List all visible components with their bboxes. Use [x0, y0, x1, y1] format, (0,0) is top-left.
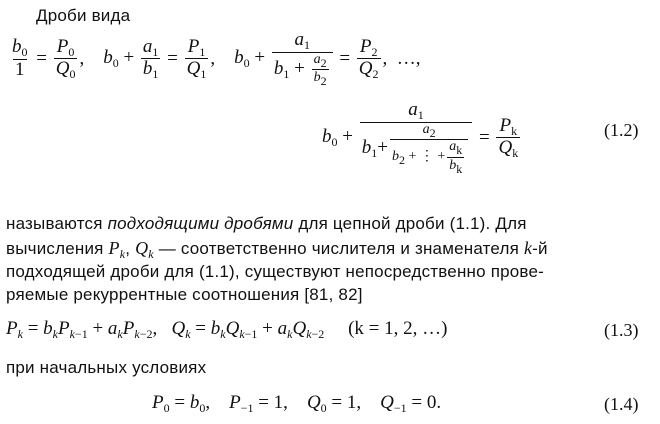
text-run: -й	[532, 239, 548, 258]
convergents-row: $\frac{b_0}{1}$ = $\frac{P_0}{Q_0}$ , $b_0$ + $\frac{a_1}{b_1}$ = $\frac{P_1}{Q_1}$ , $b_0$ + $a_1$ $b_1$ + $\frac{a2}{b2}$ = $\frac{P_2}{Q_2}$ , …,	[12, 29, 421, 89]
paragraph-line-3: подходящей дроби для (1.1), существуют непосредственно прове-	[6, 262, 544, 281]
recurrence-equation: $P_k = b_kP_{k-1} + a_kP_{k-2}$, $Q_k = b_kQ_{k-1} + a_kQ_{k-2}$ (k = 1, 2, …)	[6, 318, 448, 341]
text-run: вычисления	[6, 239, 109, 258]
text-run: называются	[6, 214, 108, 233]
text-run: для цепной дроби (1.1). Для	[293, 214, 527, 233]
equation-number-1-2: (1.2)	[604, 120, 639, 140]
paragraph-line-2: вычисления $P_k$, $Q_k$ — соответственно числителя и знаменателя k-й	[6, 238, 548, 261]
fraction-a1-b1: $\frac{a_1}{b_1}$	[142, 35, 159, 82]
paragraph-line-1	[6, 214, 527, 234]
equation-number-1-3: (1.3)	[604, 320, 639, 340]
fraction-p1-q1: $\frac{P_1}{Q_1}$	[186, 35, 207, 82]
fraction-p0-q0: $\frac{P_0}{Q_0}$	[55, 35, 76, 82]
fraction-pk-qk: $\frac{P_k}{Q_k}$	[498, 114, 519, 161]
initial-conditions-equation: $P_0 = b_0$, $P_{-1} = 1$, $Q_0 = 1$, $Q_{-1} = 0$.	[152, 392, 442, 415]
continued-fraction-k: $a_1$ $b_1+$ a2 b2 + ⋮ + $\frac{ak}{bk}$	[360, 100, 473, 176]
paragraph-line-4: ряемые рекуррентные соотношения [81, 82]	[6, 285, 363, 304]
fraction-p2-q2: $\frac{P_2}{Q_2}$	[358, 35, 379, 82]
initial-conditions-text: при начальных условиях	[6, 358, 207, 377]
general-convergent: $b_0$ + $a_1$ $b_1+$ a2 b2 + ⋮ + $\frac{ak}{bk}$ = $\frac{P_k}{Q_k}$	[322, 99, 519, 176]
text-run: — соответственно числителя и знаменателя	[153, 239, 524, 258]
fraction-two-level: $a_1$ $b_1$ + $\frac{a2}{b2}$	[272, 30, 333, 88]
intro-text: Дроби вида	[36, 6, 131, 25]
equation-number-1-4: (1.4)	[604, 394, 639, 414]
emphasis-term: подходящими дробями	[107, 214, 294, 233]
recurrence-range: (k = 1, 2, …)	[348, 318, 448, 339]
fraction-b0-over-1: $\frac{b_0}{1}$	[12, 36, 28, 81]
